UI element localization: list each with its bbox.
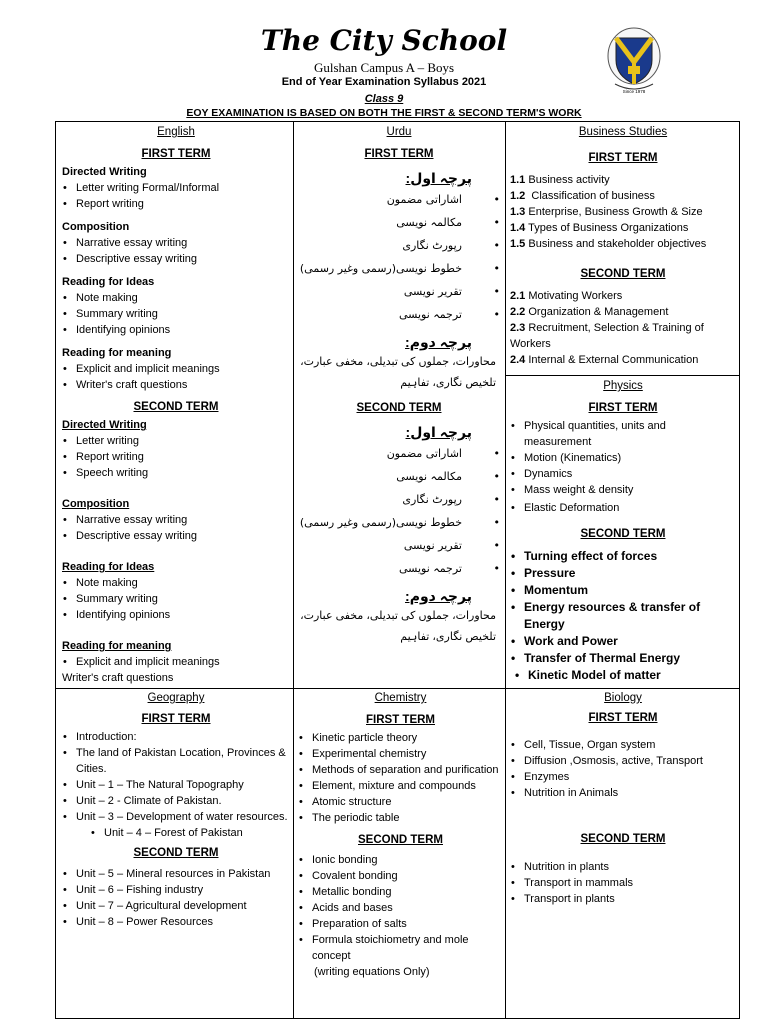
list-item: • Methods of separation and purification xyxy=(298,762,503,778)
list-item: • Unit – 2 - Climate of Pakistan. xyxy=(62,793,290,809)
urdu-paper2-text: محاورات، جملوں کی تبدیلی، مخفی عبارت، تلخیص نگاری، تفاہیم xyxy=(300,610,496,643)
subject-title-chemistry: Chemistry xyxy=(374,692,427,704)
first-term-heading: FIRST TERM xyxy=(588,402,658,414)
urdu-paper1-heading: پرچہ اول: xyxy=(405,424,472,440)
list-item: • Pressure xyxy=(510,565,736,582)
list-item: • Unit – 4 – Forest of Pakistan xyxy=(90,825,290,841)
list-item: • مکالمہ نویسی xyxy=(296,465,462,488)
list-item: • The land of Pakistan Location, Provinces & Cities. xyxy=(62,745,290,777)
first-term-heading: FIRST TERM xyxy=(366,714,435,726)
subject-title-physics: Physics xyxy=(603,380,643,392)
list-item: • Formula stoichiometry and mole concept xyxy=(298,932,503,964)
second-term-heading: SECOND TERM xyxy=(133,401,219,413)
list-item: • Nutrition in Animals xyxy=(510,785,736,801)
list-item: • Transport in plants xyxy=(510,891,736,907)
english-cell xyxy=(62,124,290,686)
list-item: • Mass weight & density xyxy=(510,482,736,498)
list-item: • Unit – 3 – Development of water resources. xyxy=(62,809,290,825)
list-item: • تقریر نویسی xyxy=(296,534,462,557)
list-item xyxy=(510,204,736,220)
list-item xyxy=(510,188,736,204)
item-text: Internal & External Communication xyxy=(528,354,699,366)
list-item: Writer's craft questions xyxy=(62,672,174,684)
item-text: Organization & Management xyxy=(528,306,669,318)
school-crest-icon xyxy=(606,24,662,96)
urdu-paper1-heading: پرچہ اول: xyxy=(405,170,472,186)
list-item: • Dynamics xyxy=(510,466,736,482)
section-heading: Reading for meaning xyxy=(62,640,172,652)
list-item xyxy=(510,236,736,252)
list-item: • مکالمہ نویسی xyxy=(296,211,462,234)
list-item: • Explicit and implicit meanings xyxy=(62,361,290,377)
list-item: • Acids and bases xyxy=(298,900,503,916)
list-item: • Covalent bonding xyxy=(298,868,503,884)
subject-title-biology: Biology xyxy=(604,692,642,704)
list-item xyxy=(510,320,736,352)
section-heading: Directed Writing xyxy=(62,419,147,431)
section-heading: Composition xyxy=(62,498,130,510)
list-item: • Unit – 6 – Fishing industry xyxy=(62,882,290,898)
item-number: 2.4 xyxy=(510,354,526,366)
list-item: • Note making xyxy=(62,575,290,591)
list-item: • Kinetic particle theory xyxy=(298,730,503,746)
campus-name: Gulshan Campus A – Boys xyxy=(313,60,455,75)
first-term-heading: FIRST TERM xyxy=(141,148,211,160)
item-text: Business and stakeholder objectives xyxy=(528,238,707,250)
section-heading: Reading for meaning xyxy=(62,347,172,359)
first-term-heading: FIRST TERM xyxy=(588,712,658,724)
list-item: • Nutrition in plants xyxy=(510,859,736,875)
school-name: The City School xyxy=(260,24,508,57)
urdu-paper2-heading: پرچہ دوم: xyxy=(405,334,472,350)
list-item: • ترجمہ نویسی xyxy=(296,303,462,326)
list-item xyxy=(510,352,736,368)
second-term-heading: SECOND TERM xyxy=(133,847,219,859)
list-item-note: (writing equations Only) xyxy=(314,966,430,978)
first-term-heading: FIRST TERM xyxy=(364,148,434,160)
list-item: • Cell, Tissue, Organ system xyxy=(510,737,736,753)
chemistry-cell xyxy=(298,690,503,980)
column-divider xyxy=(505,121,506,1019)
list-item: • Work and Power xyxy=(510,633,736,650)
list-item: • Writer's craft questions xyxy=(62,377,290,393)
list-item: • Unit – 7 – Agricultural development xyxy=(62,898,290,914)
item-text: Motivating Workers xyxy=(528,290,623,302)
first-term-heading: FIRST TERM xyxy=(141,713,211,725)
document-header xyxy=(0,0,768,120)
list-item: • Note making xyxy=(62,290,290,306)
list-item xyxy=(510,288,736,304)
list-item: • Transfer of Thermal Energy xyxy=(510,650,736,667)
item-number: 1.4 xyxy=(510,222,526,234)
list-item: • اشاراتی مضمون xyxy=(296,442,462,465)
list-item: • Descriptive essay writing xyxy=(62,251,290,267)
item-text: Business activity xyxy=(528,174,610,186)
item-text: Types of Business Organizations xyxy=(528,222,689,234)
list-item: • Unit – 8 – Power Resources xyxy=(62,914,290,930)
physics-cell xyxy=(510,378,736,684)
urdu-paper2-heading: پرچہ دوم: xyxy=(405,588,472,604)
list-item: • Explicit and implicit meanings xyxy=(62,654,290,670)
second-term-heading: SECOND TERM xyxy=(580,528,666,540)
list-item: • Identifying opinions xyxy=(62,322,290,338)
list-item: • Transport in mammals xyxy=(510,875,736,891)
list-item: • Introduction: xyxy=(62,729,290,745)
list-item: • اشاراتی مضمون xyxy=(296,188,462,211)
section-heading: Reading for Ideas xyxy=(62,276,155,288)
item-text: Recruitment, Selection & Training of Workers xyxy=(510,322,704,350)
list-item: • Letter writing Formal/Informal xyxy=(62,180,290,196)
list-item: • تقریر نویسی xyxy=(296,280,462,303)
biology-cell xyxy=(510,690,736,907)
item-text: Classification of business xyxy=(531,190,655,202)
list-item: • Atomic structure xyxy=(298,794,503,810)
urdu-paper2-text: محاورات، جملوں کی تبدیلی، مخفی عبارت، تلخیص نگاری، تفاہیم xyxy=(300,356,496,389)
column-divider xyxy=(293,121,294,1019)
svg-text:Since 1978: Since 1978 xyxy=(622,89,646,94)
list-item: • Narrative essay writing xyxy=(62,235,290,251)
exam-title: End of Year Examination Syllabus 2021 xyxy=(281,76,487,88)
class-label: Class 9 xyxy=(364,93,404,105)
urdu-paper1-list xyxy=(296,442,502,580)
list-item: • The periodic table xyxy=(298,810,503,826)
list-item: • Elastic Deformation xyxy=(510,500,736,516)
list-item: • رپورٹ نگاری xyxy=(296,234,462,257)
subject-title-business: Business Studies xyxy=(578,126,668,138)
list-item: • خطوط نویسی(رسمی وغیر رسمی) xyxy=(296,511,462,534)
list-item: • Kinetic Model of matter xyxy=(514,667,736,684)
row-divider xyxy=(55,688,740,689)
list-item: • Narrative essay writing xyxy=(62,512,290,528)
list-item: • Unit – 5 – Mineral resources in Pakistan xyxy=(62,866,290,882)
section-heading: Reading for Ideas xyxy=(62,561,155,573)
list-item: • Report writing xyxy=(62,196,290,212)
list-item: • Experimental chemistry xyxy=(298,746,503,762)
geography-cell xyxy=(62,690,290,930)
second-term-heading: SECOND TERM xyxy=(356,402,442,414)
list-item xyxy=(510,172,736,188)
section-heading: Composition xyxy=(62,221,130,233)
syllabus-note: EOY EXAMINATION IS BASED ON BOTH THE FIRST & SECOND TERM'S WORK xyxy=(186,107,582,119)
list-item: • Summary writing xyxy=(62,591,290,607)
item-text: Enterprise, Business Growth & Size xyxy=(528,206,703,218)
second-term-heading: SECOND TERM xyxy=(580,268,666,280)
subject-title-english: English xyxy=(157,126,195,138)
list-item xyxy=(510,220,736,236)
list-item: • Element, mixture and compounds xyxy=(298,778,503,794)
list-item: • Enzymes xyxy=(510,769,736,785)
list-item: • Unit – 1 – The Natural Topography xyxy=(62,777,290,793)
subject-title-geography: Geography xyxy=(147,692,205,704)
list-item: • Speech writing xyxy=(62,465,290,481)
list-item: • Physical quantities, units and measurement xyxy=(510,418,736,450)
list-item: • خطوط نویسی(رسمی وغیر رسمی) xyxy=(296,257,462,280)
list-item: • Energy resources & transfer of Energy xyxy=(510,599,736,633)
item-number: 1.3 xyxy=(510,206,526,218)
second-term-heading: SECOND TERM xyxy=(358,834,443,846)
list-item: • رپورٹ نگاری xyxy=(296,488,462,511)
list-item: • Letter writing xyxy=(62,433,290,449)
english-first-term-content xyxy=(62,164,290,393)
urdu-paper1-list xyxy=(296,188,502,326)
first-term-heading: FIRST TERM xyxy=(588,152,658,164)
list-item: • Report writing xyxy=(62,449,290,465)
list-item: • Metallic bonding xyxy=(298,884,503,900)
item-number: 2.2 xyxy=(510,306,526,318)
list-item: • ترجمہ نویسی xyxy=(296,557,462,580)
list-item: • Motion (Kinematics) xyxy=(510,450,736,466)
list-item: • Ionic bonding xyxy=(298,852,503,868)
second-term-heading: SECOND TERM xyxy=(580,833,666,845)
subject-title-urdu: Urdu xyxy=(386,126,412,138)
item-number: 1.5 xyxy=(510,238,526,250)
item-number: 1.2 xyxy=(510,190,526,202)
list-item xyxy=(510,304,736,320)
item-number: 2.1 xyxy=(510,290,526,302)
item-number: 1.1 xyxy=(510,174,526,186)
list-item: • Turning effect of forces xyxy=(510,548,736,565)
list-item: • Momentum xyxy=(510,582,736,599)
business-cell xyxy=(510,124,736,368)
english-second-term-content xyxy=(62,417,290,686)
list-item: • Summary writing xyxy=(62,306,290,322)
list-item: • Identifying opinions xyxy=(62,607,290,623)
row-divider xyxy=(505,375,740,376)
urdu-cell xyxy=(296,124,502,648)
item-number: 2.3 xyxy=(510,322,526,334)
list-item: • Descriptive essay writing xyxy=(62,528,290,544)
section-heading: Directed Writing xyxy=(62,166,147,178)
list-item: • Preparation of salts xyxy=(298,916,503,932)
list-item: • Diffusion ,Osmosis, active, Transport xyxy=(510,753,736,769)
